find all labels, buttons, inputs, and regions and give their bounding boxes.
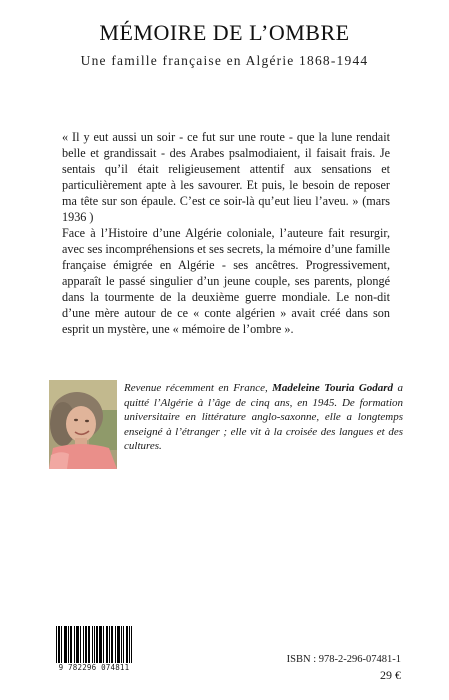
author-name: Madeleine Touria Godard bbox=[272, 382, 394, 394]
price-label: 29 € bbox=[380, 668, 401, 682]
author-photo bbox=[49, 380, 117, 469]
author-bio bbox=[124, 381, 403, 454]
barcode-digits: 9 782296 074811 bbox=[58, 663, 130, 672]
book-title: MÉMOIRE DE L’OMBRE bbox=[99, 20, 350, 45]
isbn-label: ISBN : 978-2-296-07481-1 bbox=[286, 654, 401, 665]
book-subtitle: Une famille française en Algérie 1868-1944 bbox=[80, 53, 369, 68]
quote-paragraph: « Il y eut aussi un soir - ce fut sur une route - que la lune rendait belle et grandissait - des Arabes psalmodiaient, il faisait frais. Je sentais qu’il était religieusement attentif aux sensations et particulièrement apte à les savourer. Et puis, le besoin de reposer ma tête sur son épaule. C’est ce soir-là qu’eut lieu l’aveu. » (mars 1936 ) bbox=[62, 130, 390, 224]
author-bio-details: a quitté l’Algérie à l’âge de cinq ans, en 1945. De formation universitaire en littérature anglo-saxonne, elle a longtemps enseigné à l’étranger ; elle vit à la croisée des langues et des cultures. bbox=[124, 382, 403, 452]
author-bio-intro: Revenue récemment en France, bbox=[124, 382, 273, 394]
summary-paragraph: Face à l’Histoire d’une Algérie coloniale, l’auteure fait resurgir, avec ses incompréhensions et ses secrets, la mémoire d’une famille française émigrée en Algérie - ses ancêtres. Progressivement, apparaît le passé singulier d’un jeune couple, ses parents, plongé dans la tourmente de la deuxième guerre mondiale. Le non-dit d’une mère autour de ce « conte algérien » avait créé dans son esprit un mystère, une « mémoire de l’ombre ». bbox=[62, 226, 390, 336]
barcode bbox=[56, 626, 132, 663]
